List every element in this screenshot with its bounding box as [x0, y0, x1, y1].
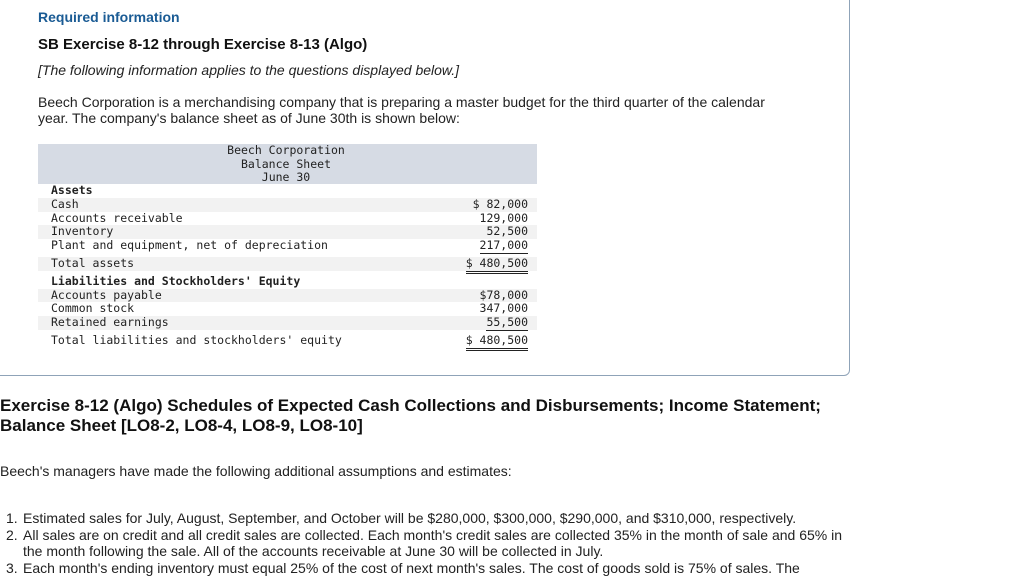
list-item [0, 527, 860, 560]
accounts-payable-label: Accounts payable [51, 289, 162, 303]
following-info-note: [The following information applies to the questions displayed below.] [38, 62, 459, 78]
assumptions-intro: Beech's managers have made the following additional assumptions and estimates: [0, 463, 512, 479]
total-assets-row [38, 257, 537, 271]
accounts-payable-row [38, 289, 537, 303]
assumptions-list [0, 510, 860, 576]
assets-heading: Assets [51, 184, 93, 198]
plant-equipment-label: Plant and equipment, net of depreciation [51, 239, 328, 253]
inventory-value: 52,500 [486, 225, 528, 239]
total-assets-value: $ 480,500 [466, 257, 528, 274]
common-stock-row [38, 302, 537, 316]
balance-sheet-table [38, 144, 537, 348]
company-name: Beech Corporation [35, 144, 537, 158]
total-liabilities-equity-label: Total liabilities and stockholders' equity [51, 334, 342, 348]
cash-value: $ 82,000 [473, 198, 528, 212]
sb-exercise-title: SB Exercise 8-12 through Exercise 8-13 (Algo) [38, 36, 367, 53]
list-item-number: 3. [6, 560, 18, 576]
list-item-text: Estimated sales for July, August, September, and October will be $280,000, $300,000, $290,000, and $310,000, respectively. [23, 510, 796, 526]
total-assets-label: Total assets [51, 257, 134, 271]
statement-name: Balance Sheet [35, 158, 537, 172]
plant-equipment-row [38, 239, 537, 253]
accounts-receivable-row [38, 212, 537, 226]
intro-paragraph: Beech Corporation is a merchandising company that is preparing a master budget for the third quarter of the calendar year. The company's balance sheet as of June 30th is shown below: [38, 94, 798, 126]
list-item-text: All sales are on credit and all credit sales are collected. Each month's credit sales are collected 35% in the month of sale and 65% in the month following the sale. All of the accounts receivable at June 30 will be collected in July. [23, 527, 842, 560]
common-stock-label: Common stock [51, 302, 134, 316]
common-stock-value: 347,000 [480, 302, 528, 316]
inventory-label: Inventory [51, 225, 113, 239]
total-liabilities-equity-value: $ 480,500 [466, 334, 528, 351]
list-item-number: 2. [6, 527, 18, 544]
assets-heading-row [38, 184, 537, 198]
list-item-number: 1. [6, 510, 18, 527]
cash-label: Cash [51, 198, 79, 212]
retained-earnings-value: 55,500 [486, 316, 528, 331]
inventory-row [38, 225, 537, 239]
accounts-payable-value: $78,000 [480, 289, 528, 303]
total-liabilities-equity-row [38, 334, 537, 348]
liabilities-heading-row [38, 275, 537, 289]
accounts-receivable-value: 129,000 [480, 212, 528, 226]
accounts-receivable-label: Accounts receivable [51, 212, 183, 226]
list-item-text: Each month's ending inventory must equal 25% of the cost of next month's sales. The cost of goods sold is 75% of sales. The [23, 560, 800, 576]
retained-earnings-row [38, 316, 537, 330]
cash-row [38, 198, 537, 212]
balance-sheet-header [38, 144, 537, 184]
exercise-title: Exercise 8-12 (Algo) Schedules of Expected Cash Collections and Disbursements; Income Statement; Balance Sheet [LO8-2, LO8-4, LO8-9, LO8-10] [0, 396, 860, 436]
list-item [0, 510, 860, 527]
plant-equipment-value: 217,000 [480, 239, 528, 254]
statement-date: June 30 [35, 171, 537, 185]
liabilities-heading: Liabilities and Stockholders' Equity [51, 275, 300, 289]
retained-earnings-label: Retained earnings [51, 316, 169, 330]
required-information-label: Required information [38, 9, 180, 25]
